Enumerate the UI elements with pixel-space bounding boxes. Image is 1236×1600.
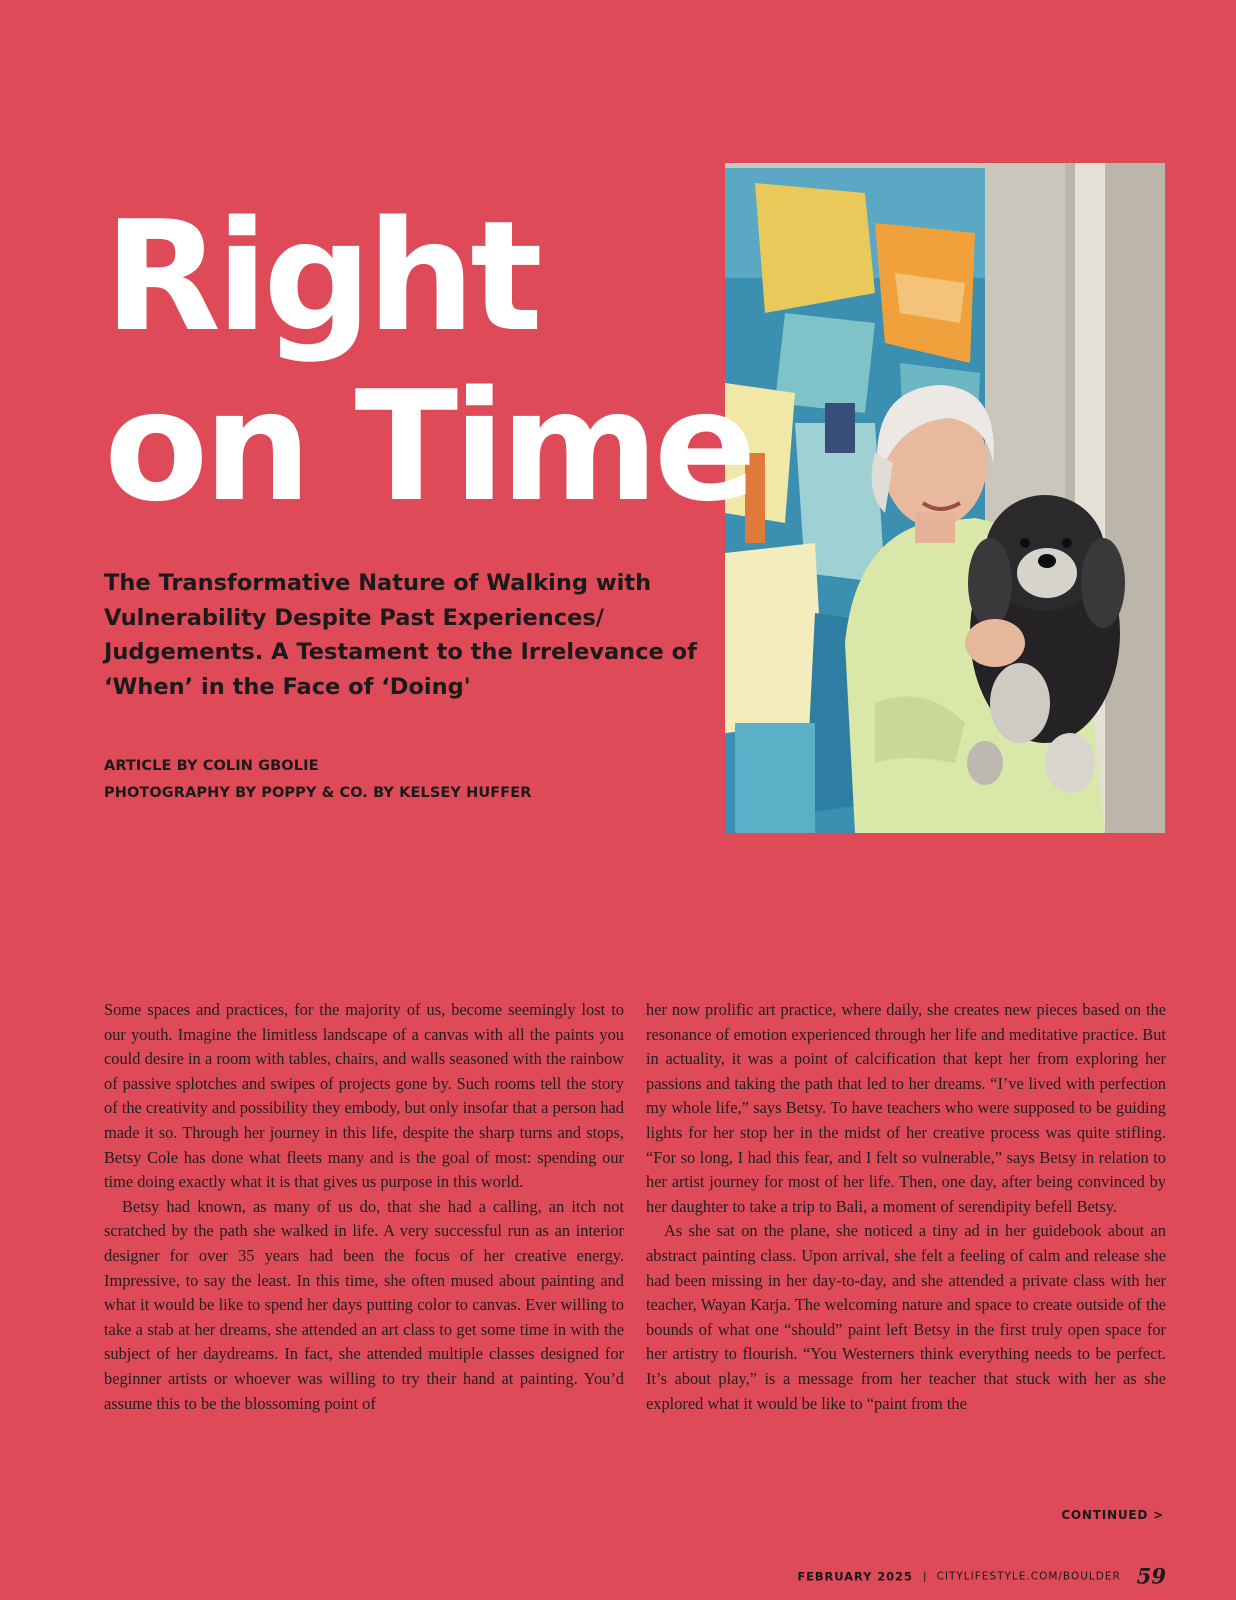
credit-photography: PHOTOGRAPHY BY POPPY & CO. BY KELSEY HUFFER [104,785,532,801]
continued-link: CONTINUED > [1061,1508,1164,1522]
body-paragraph: Betsy had known, as many of us do, that she had a calling, an itch not scratched by the path she walked in life. A very successful run as an interior designer for over 35 years had been the focus of her creative energy. Impressive, to say the least. In this time, she often mused about painting and what it would be like to spend her days putting color to canvas. Ever willing to take a stab at her dreams, she attended an art class to get some time in with the subject of her daydreams. In fact, she attended multiple classes designed for beginner artists or whoever was willing to try their hand at painting. You’d assume this to be the blossoming point of [104,1196,624,1413]
body-paragraph: her now prolific art practice, where daily, she creates new pieces based on the resonance of emotion experienced through her life and meditative practice. But in actuality, it was a point of calcification that kept her from exploring her passions and taking the path that led to her dreams. “I’ve lived with perfection my whole life,” says Betsy. To have teachers who were supposed to be guiding lights for her stop her in the midst of her creative process was quite stifling. “For so long, I had this fear, and I felt so vulnerable,” says Betsy in relation to her artist journey for most of her life. Then, one day, after being convinced by her daughter to take a trip to Bali, a moment of serendipity befell Betsy. [646,1000,1166,1216]
footer-website: CITYLIFESTYLE.COM/BOULDER [936,1570,1121,1582]
footer-issue-date: FEBRUARY 2025 [797,1569,913,1583]
body-column-left [104,998,624,1416]
credit-article: ARTICLE BY COLIN GBOLIE [104,758,319,774]
portrait-photo [725,163,1165,833]
body-paragraph: As she sat on the plane, she noticed a tiny ad in her guidebook about an abstract painting class. Upon arrival, she felt a feeling of calm and release she had been missing in her day-to-day, and she attended a private class with her teacher, Wayan Karja. The welcoming nature and space to create outside of the bounds of what one “should” paint left Betsy in the first truly open space for her artistry to flourish. “You Westerners think everything needs to be perfect. It’s about play,” is a message from her teacher that stuck with her as she explored what it would be like to “paint from the [646,1221,1166,1413]
photo-illustration [725,163,1165,833]
page-footer [797,1564,1166,1589]
body-paragraph: Some spaces and practices, for the majority of us, become seemingly lost to our youth. Imagine the limitless landscape of a canvas with all the paints you could desire in a room with tables, chairs, and walls seasoned with the rainbow of passive splotches and swipes of projects gone by. Such rooms tell the story of the creativity and possibility they embody, but only insofar that a person had made it so. Through her journey in this life, despite the sharp turns and stops, Betsy Cole has done what fleets many and is the goal of most: spending our time doing exactly what it is that gives us purpose in this world. [104,1000,624,1192]
article-credits [104,753,532,807]
footer-separator: | [922,1569,927,1583]
page-number: 59 [1136,1563,1166,1589]
body-column-right [646,998,1166,1416]
article-title [104,188,752,535]
title-line-1: Right [104,188,538,365]
article-subtitle: The Transformative Nature of Walking with Vulnerability Despite Past Experiences/ Judgements. A Testament to the Irrelevance of ‘When’ in the Face of ‘Doing' [104,570,697,700]
hand [965,619,1025,667]
title-line-2: on Time [104,358,752,535]
